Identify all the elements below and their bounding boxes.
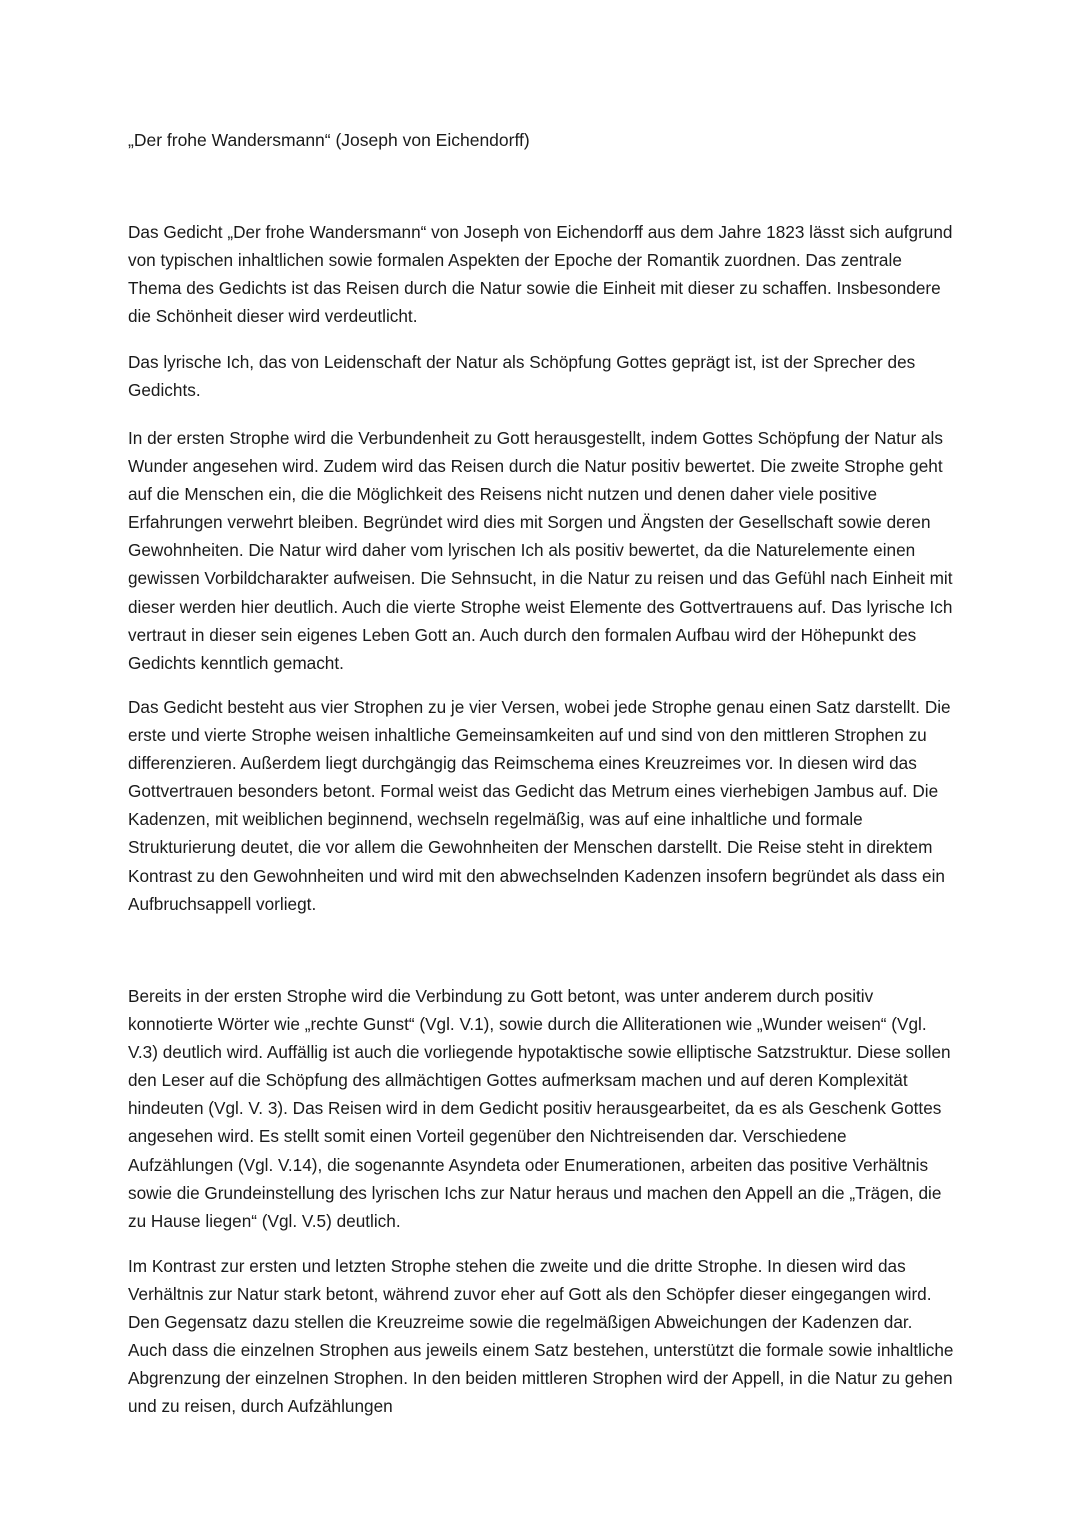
paragraph-first-stanza-analysis: Bereits in der ersten Strophe wird die Verbindung zu Gott betont, was unter anderem durch positiv konnotierte Wörter wie „rechte Gunst“ (Vgl. V.1), sowie durch die Alliterationen wie „Wunder weisen“ (Vgl. V.3) deutlich wird. Auffällig ist auch die vorliegende hypotaktische sowie elliptische Satzstruktur. Diese sollen den Leser auf die Schöpfung des allmächtigen Gottes aufmerksam machen und auf deren Komplexität hindeuten (Vgl. V. 3). Das Reisen wird in dem Gedicht positiv herausgearbeitet, da es als Geschenk Gottes angesehen wird. Es stellt somit einen Vorteil gegenüber den Nichtreisenden dar. Verschiedene Aufzählungen (Vgl. V.14), die sogenannte Asyndeta oder Enumerationen, arbeiten das positive Verhältnis sowie die Grundeinstellung des lyrischen Ichs zur Natur heraus und machen den Appell an die „Trägen, die zu Hause liegen“ (Vgl. V.5) deutlich. [128, 986, 951, 1231]
paragraph-content-summary: In der ersten Strophe wird die Verbundenheit zu Gott herausgestellt, indem Gottes Schöpfung der Natur als Wunder angesehen wird. Zudem wird das Reisen durch die Natur positiv bewertet. Die zweite Strophe geht auf die Menschen ein, die die Möglichkeit des Reisens nicht nutzen und denen daher viele positive Erfahrungen verwehrt bleiben. Begründet wird dies mit Sorgen und Ängsten der Gesellschaft sowie deren Gewohnheiten. Die Natur wird daher vom lyrischen Ich als positiv bewertet, da die Naturelemente einen gewissen Vorbildcharakter aufweisen. Die Sehnsucht, in die Natur zu reisen und das Gefühl nach Einheit mit dieser werden hier deutlich. Auch die vierte Strophe weist Elemente des Gottvertrauens auf. Das lyrische Ich vertraut in dieser sein eigenes Leben Gott an. Auch durch den formalen Aufbau wird der Höhepunkt des Gedichts kenntlich gemacht. [128, 428, 953, 673]
paragraph-introduction: Das Gedicht „Der frohe Wandersmann“ von Joseph von Eichendorff aus dem Jahre 1823 lässt sich aufgrund von typischen inhaltlichen sowie formalen Aspekten der Epoche der Romantik zuordnen. Das zentrale Thema des Gedichts ist das Reisen durch die Natur sowie die Einheit mit dieser zu schaffen. Insbesondere die Schönheit dieser wird verdeutlicht. [128, 222, 953, 327]
paragraph-formal-structure: Das Gedicht besteht aus vier Strophen zu je vier Versen, wobei jede Strophe genau einen Satz darstellt. Die erste und vierte Strophe weisen inhaltliche Gemeinsamkeiten auf und sind von den mittleren Strophen zu differenzieren. Außerdem liegt durchgängig das Reimschema eines Kreuzreimes vor. In diesen wird das Gottvertrauen besonders betont. Formal weist das Gedicht das Metrum eines vierhebigen Jambus auf. Die Kadenzen, mit weiblichen beginnend, wechseln regelmäßig, was auf eine inhaltliche und formale Strukturierung deutet, die vor allem die Gewohnheiten der Menschen darstellt. Die Reise steht in direktem Kontrast zu den Gewohnheiten und wird mit den abwechselnden Kadenzen insofern begründet als dass ein Aufbruchsappell vorliegt. [128, 697, 951, 914]
document-title: „Der frohe Wandersmann“ (Joseph von Eichendorff) [128, 130, 530, 150]
paragraph-speaker: Das lyrische Ich, das von Leidenschaft der Natur als Schöpfung Gottes geprägt ist, ist der Sprecher des Gedichts. [128, 352, 916, 401]
paragraph-middle-stanzas-analysis: Im Kontrast zur ersten und letzten Strophe stehen die zweite und die dritte Strophe. In diesen wird das Verhältnis zur Natur stark betont, während zuvor eher auf Gott als den Schöpfer dieser eingegangen wird. Den Gegensatz dazu stellen die Kreuzreime sowie die regelmäßigen Abweichungen der Kadenzen dar. Auch dass die einzelnen Strophen aus jeweils einem Satz bestehen, unterstützt die formale sowie inhaltliche Abgrenzung der einzelnen Strophen. In den beiden mittleren Strophen wird der Appell, in die Natur zu gehen und zu reisen, durch Aufzählungen [128, 1256, 954, 1417]
